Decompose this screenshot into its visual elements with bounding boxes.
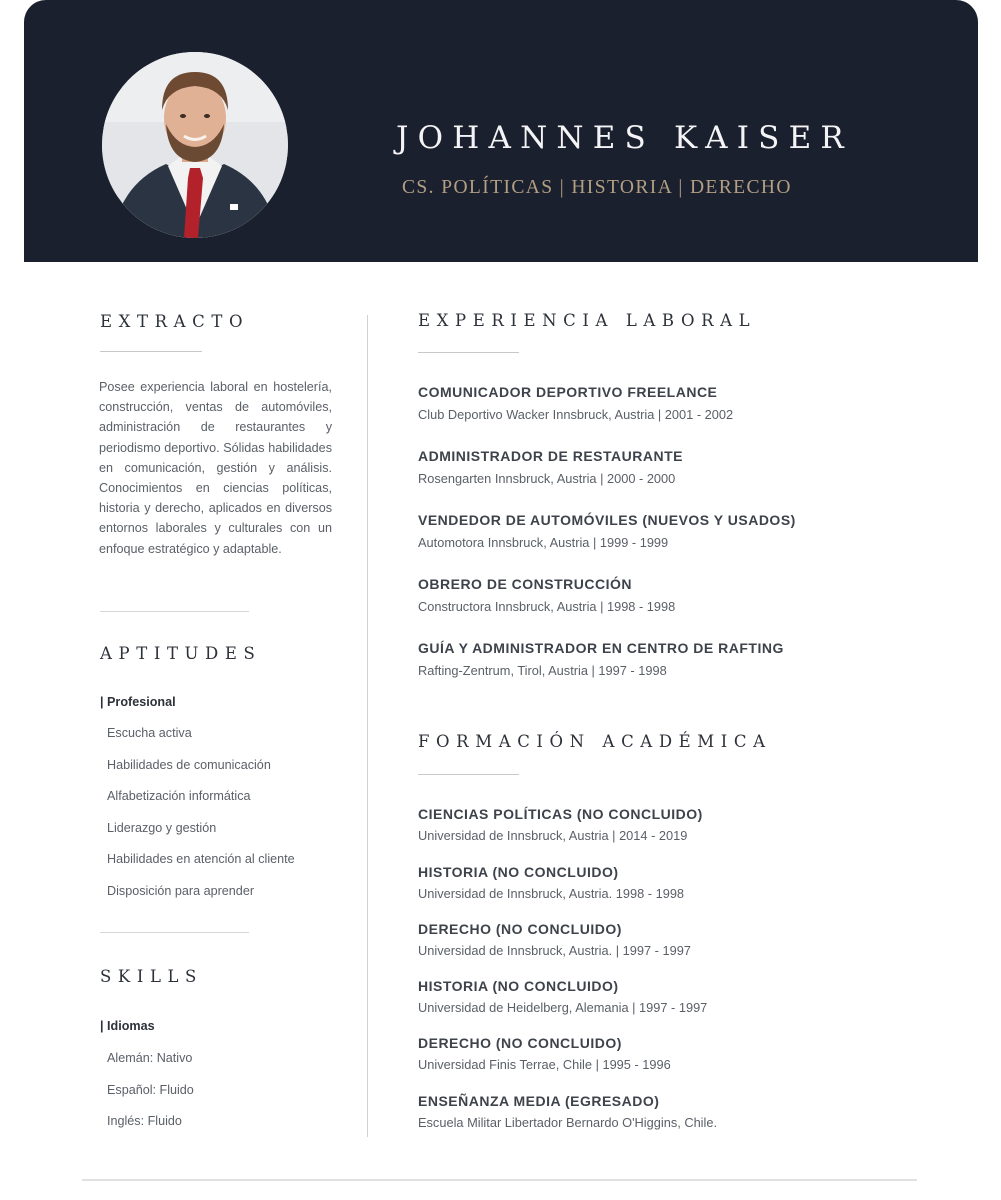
formacion-heading-underline [418,774,519,775]
job-title: COMUNICADOR DEPORTIVO FREELANCE [418,384,718,400]
experiencia-heading: EXPERIENCIA LABORAL [418,311,757,330]
language-item: Alemán: Nativo [107,1051,193,1065]
aptitude-item: Escucha activa [107,726,192,740]
aptitude-item: Habilidades de comunicación [107,758,271,772]
job-detail: Constructora Innsbruck, Austria | 1998 - 1998 [418,599,676,614]
education-title: CIENCIAS POLÍTICAS (NO CONCLUIDO) [418,806,703,822]
job-detail: Rafting-Zentrum, Tirol, Austria | 1997 - 1998 [418,663,667,678]
aptitude-item: Habilidades en atención al cliente [107,852,295,866]
header-banner [24,0,978,262]
education-title: DERECHO (NO CONCLUIDO) [418,1035,622,1051]
section-divider [100,932,249,933]
aptitude-item: Alfabetización informática [107,789,251,803]
profile-photo [102,52,288,238]
education-detail: Escuela Militar Libertador Bernardo O'Higgins, Chile. [418,1115,718,1130]
column-divider [367,315,368,1137]
language-item: Español: Fluido [107,1083,194,1097]
section-divider [100,611,249,612]
job-title: GUÍA Y ADMINISTRADOR EN CENTRO DE RAFTING [418,640,784,656]
education-detail: Universidad de Innsbruck, Austria. 1998 - 1998 [418,886,685,901]
education-detail: Universidad de Innsbruck, Austria | 2014 - 2019 [418,828,688,843]
aptitudes-heading: APTITUDES [100,644,262,663]
education-title: HISTORIA (NO CONCLUIDO) [418,864,619,880]
education-detail: Universidad Finis Terrae, Chile | 1995 - 1996 [418,1057,671,1072]
education-detail: Universidad de Innsbruck, Austria. | 1997 - 1997 [418,943,691,958]
education-title: HISTORIA (NO CONCLUIDO) [418,978,619,994]
education-detail: Universidad de Heidelberg, Alemania | 1997 - 1997 [418,1000,708,1015]
job-title: OBRERO DE CONSTRUCCIÓN [418,576,633,592]
experiencia-heading-underline [418,352,519,353]
education-title: ENSEÑANZA MEDIA (EGRESADO) [418,1093,660,1109]
aptitude-item: Liderazgo y gestión [107,821,217,835]
skills-group-label: | Idiomas [100,1019,155,1033]
aptitude-item: Disposición para aprender [107,884,255,898]
job-detail: Automotora Innsbruck, Austria | 1999 - 1999 [418,535,669,550]
candidate-subtitle: CS. POLÍTICAS | HISTORIA | DERECHO [402,177,792,198]
aptitudes-group-label: | Profesional [100,695,176,709]
education-title: DERECHO (NO CONCLUIDO) [418,921,622,937]
skills-heading: SKILLS [100,967,203,986]
job-title: VENDEDOR DE AUTOMÓVILES (NUEVOS Y USADOS) [418,512,796,528]
extracto-heading: EXTRACTO [100,312,250,331]
language-item: Inglés: Fluido [107,1114,182,1128]
candidate-name: JOHANNES KAISER [396,120,853,156]
footer-divider [82,1179,917,1181]
job-detail: Club Deportivo Wacker Innsbruck, Austria | 2001 - 2002 [418,407,734,422]
extracto-heading-underline [100,351,202,352]
extracto-text: Posee experiencia laboral en hostelería, construcción, ventas de automóviles, administración de restaurantes y periodismo deportivo. Sólidas habilidades en comunicación, gestión y análisis. Conocimientos en ciencias políticas, historia y derecho, aplicados en diversos entornos laborales y culturales con un enfoque estratégico y adaptable. [99,380,332,556]
job-title: ADMINISTRADOR DE RESTAURANTE [418,448,683,464]
formacion-heading: FORMACIÓN ACADÉMICA [418,732,772,751]
job-detail: Rosengarten Innsbruck, Austria | 2000 - 2000 [418,471,676,486]
